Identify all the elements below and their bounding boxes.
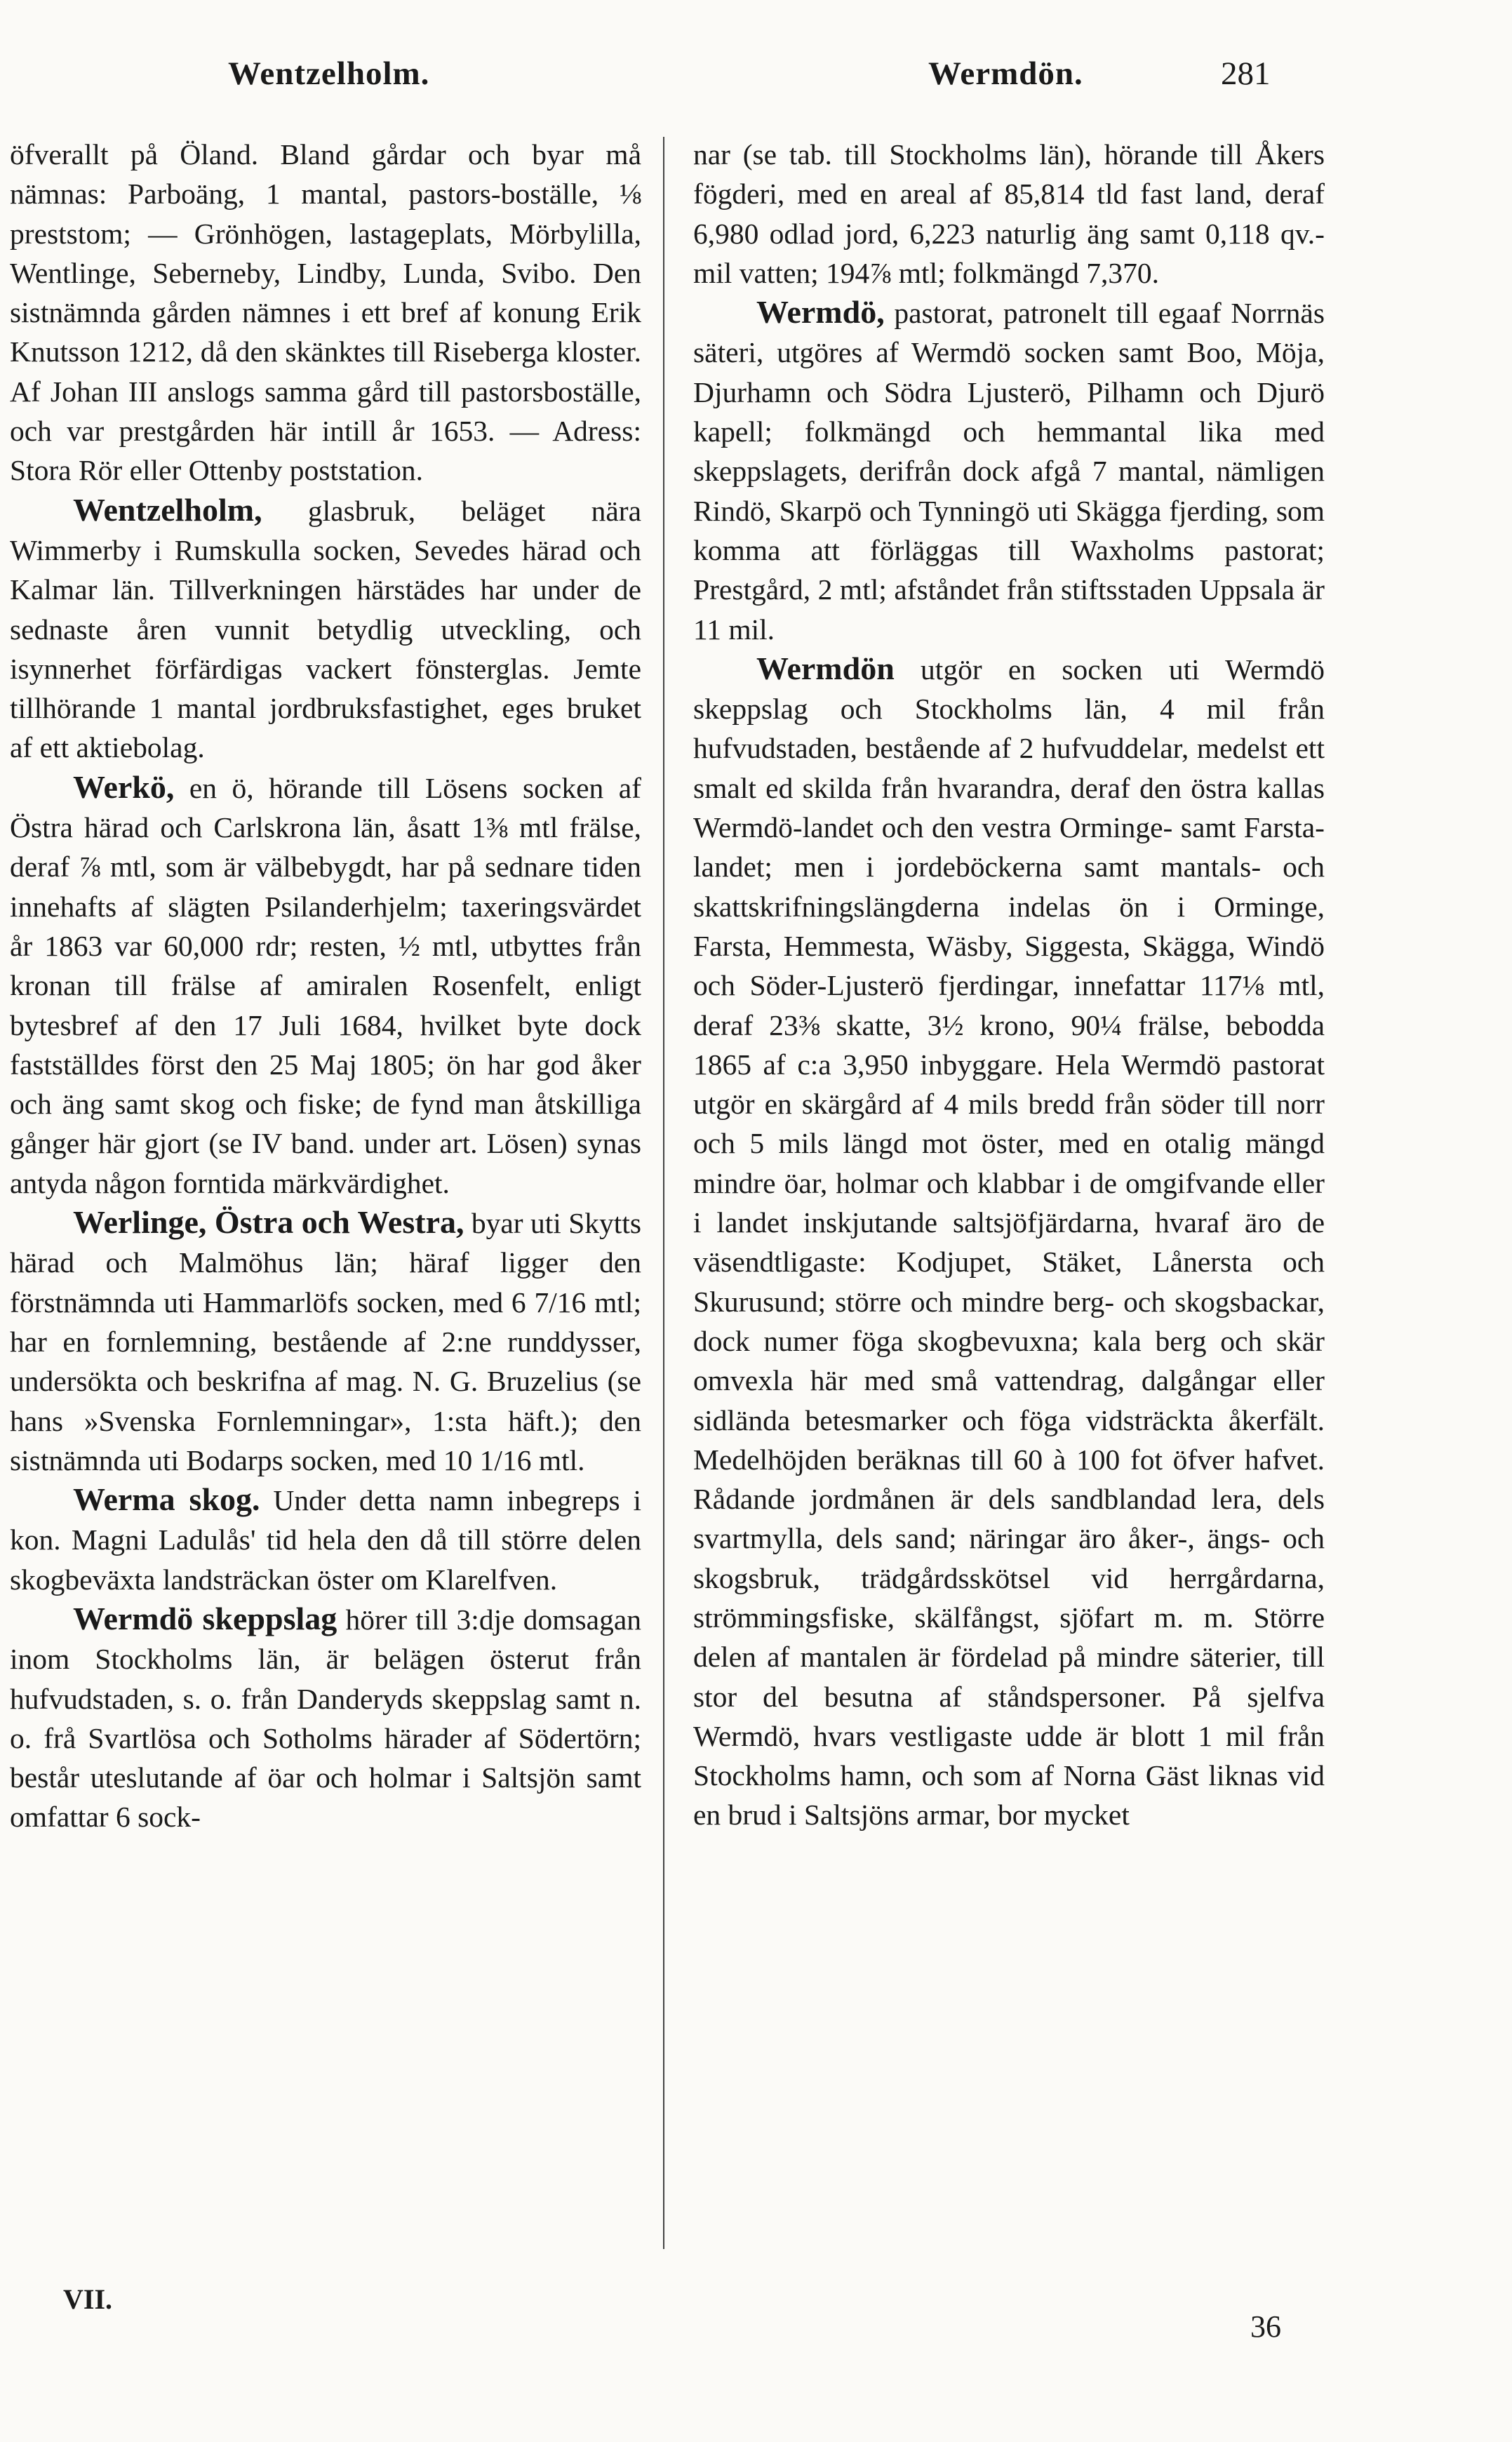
running-head-left: Wentzelholm.: [228, 55, 430, 92]
dictionary-entry: [10, 768, 641, 1203]
dictionary-entry: [10, 491, 641, 768]
dictionary-entry: [10, 1599, 641, 1837]
page-number: 281: [1221, 55, 1271, 92]
right-column: [693, 135, 1325, 1835]
dictionary-entry: [693, 293, 1325, 649]
sheet-number: 36: [1250, 2309, 1281, 2344]
left-column: [10, 135, 641, 1837]
dictionary-entry: [693, 649, 1325, 1835]
entry-text: öfverallt på Öland. Bland gårdar och byar må nämnas: Parboäng, 1 mantal, pastors-boställe, ⅛ preststom; — Grönhögen, lastageplats, Mörbylilla, Wentlinge, Seberneby, Lindby, Lunda, Svibo. Den sistnämnda gården nämnes i ett bref af konung Erik Knutsson 1212, då den skänktes till Riseberga kloster. Af Johan III anslogs samma gård till pastorsboställe, och var prestgården här intill år 1653. — Adress: Stora Rör eller Ottenby poststation.: [10, 138, 641, 487]
continued-paragraph: [10, 135, 641, 491]
running-head-center: Wermdön.: [928, 55, 1083, 92]
entry-headword: Wermdö skeppslag: [73, 1600, 337, 1636]
entry-headword: Werma skog.: [73, 1481, 260, 1518]
entry-text: glasbruk, beläget nära Wimmerby i Rumskulla socken, Sevedes härad och Kalmar län. Tillverkningen härstädes har under de sednaste åren vunnit betydlig utveckling, och isynnerhet förfärdigas vackert fönsterglas. Jemte tillhörande 1 mantal jordbruksfastighet, eges bruket af ett aktiebolag.: [10, 494, 641, 764]
entry-text: utgör en socken uti Wermdö skeppslag och Stockholms län, 4 mil från hufvudstaden, bestående af 2 hufvuddelar, medelst ett smalt ed skilda från hvarandra, deraf den östra kallas Wermdö-landet och den vestra Orminge- samt Farsta-landet; men i jordeböckerna samt mantals- och skattskrifningslängderna indelas ön i Orminge, Farsta, Hemmesta, Wäsby, Siggesta, Skägga, Windö och Söder-Ljusterö fjerdingar, innefattar 117⅛ mtl, deraf 23⅜ skatte, 3½ krono, 90¼ frälse, bebodda 1865 af c:a 3,950 inbyggare. Hela Wermdö pastorat utgör en skärgård af 4 mils bredd från söder till norr och 5 mils längd mot öster, med en otalig mängd mindre öar, holmar och klabbar i de omgifvande eller i landet inskjutande saltsjöfjärdarna, hvaraf äro de väsendtligaste: Kodjupet, Stäket, Lånersta och Skurusund; större och mindre berg- och skogsbackar, dock numer föga skogbevuxna; kala berg och skär omvexla här med små vattendrag, dalgångar eller sidlända betesmarker och föga vidsträckta åkerfält. Medelhöjden beräknas till 60 à 100 fot öfver hafvet. Rådande jordmånen är dels sandblandad lera, dels svartmylla, dels sand; näringar äro åker-, ängs- och skogsbruk, trädgårdsskötsel vid herrgårdarna, strömmingsfiske, skälfångst, sjöfart m. m. Större delen af mantalen är fördelad på mindre säterier, till stor del besutna af ståndspersoner. På sjelfva Wermdö, hvars vestligaste udde är blott 1 mil från Stockholms hamn, och som af Norna Gäst liknas vid en brud i Saltsjöns armar, bor mycket: [693, 653, 1325, 1832]
entry-headword: Wermdön: [756, 650, 895, 686]
entry-text: pastorat, patronelt till egaaf Norrnäs säteri, utgöres af Wermdö socken samt Boo, Möja, Djurhamn och Södra Ljusterö, Pilhamn och Djurö kapell; folkmängd och hemmantal lika med skeppslagets, derifrån dock afgå 7 mantal, nämligen Rindö, Skarpö och Tynningö uti Skägga fjerding, som komma att förläggas till Waxholms pastorat; Prestgård, 2 mtl; afståndet från stiftsstaden Uppsala är 11 mil.: [693, 297, 1325, 646]
continued-paragraph: [693, 135, 1325, 293]
entry-text: nar (se tab. till Stockholms län), hörande till Åkers fögderi, med en areal af 85,814 tld fast land, deraf 6,980 odlad jord, 6,223 naturlig äng samt 0,118 qv.-mil vatten; 194⅞ mtl; folkmängd 7,370.: [693, 138, 1325, 289]
entry-text: byar uti Skytts härad och Malmöhus län; häraf ligger den förstnämnda uti Hammarlöfs socken, med 6 7/16 mtl; har en fornlemning, bestående af 2:ne runddysser, undersökta och beskrifna af mag. N. G. Bruzelius (se hans »Svenska Fornlemningar», 1:sta häft.); den sistnämnda uti Bodarps socken, med 10 1/16 mtl.: [10, 1207, 641, 1476]
column-divider: [663, 137, 664, 2249]
entry-headword: Wermdö,: [756, 294, 885, 331]
entry-headword: Werkö,: [73, 768, 175, 805]
signature-mark: VII.: [63, 2283, 113, 2315]
dictionary-entry: [10, 1480, 641, 1599]
entry-headword: Wentzelholm,: [73, 491, 262, 528]
entry-text: en ö, hörande till Lösens socken af Östra härad och Carlskrona län, åsatt 1⅜ mtl frälse, deraf ⅞ mtl, som är välbebygdt, har på sednare tiden innehafts af slägten Psilanderhjelm; taxeringsvärdet år 1863 var 60,000 rdr; resten, ½ mtl, utbyttes från kronan till frälse af amiralen Rosenfelt, enligt bytesbref af den 17 Juli 1684, hvilket byte dock fastställdes först den 25 Maj 1805; ön har god åker och äng samt skog och fiske; de fynd man åtskilliga gånger här gjort (se IV band. under art. Lösen) synas antyda någon forntida märkvärdighet.: [10, 771, 641, 1199]
entry-headword: Werlinge, Östra och Westra,: [73, 1204, 464, 1241]
entry-text: Under detta namn inbegreps i kon. Magni Ladulås' tid hela den då till större delen skogbeväxta landsträckan öster om Klarelfven.: [10, 1484, 641, 1596]
dictionary-entry: [10, 1203, 641, 1480]
entry-text: hörer till 3:dje domsagan inom Stockholms län, är belägen österut från hufvudstaden, s. o. från Danderyds skeppslag samt n. o. frå Svartlösa och Sotholms härader af Södertörn; består uteslutande af öar och holmar i Saltsjön samt omfattar 6 sock-: [10, 1603, 641, 1834]
